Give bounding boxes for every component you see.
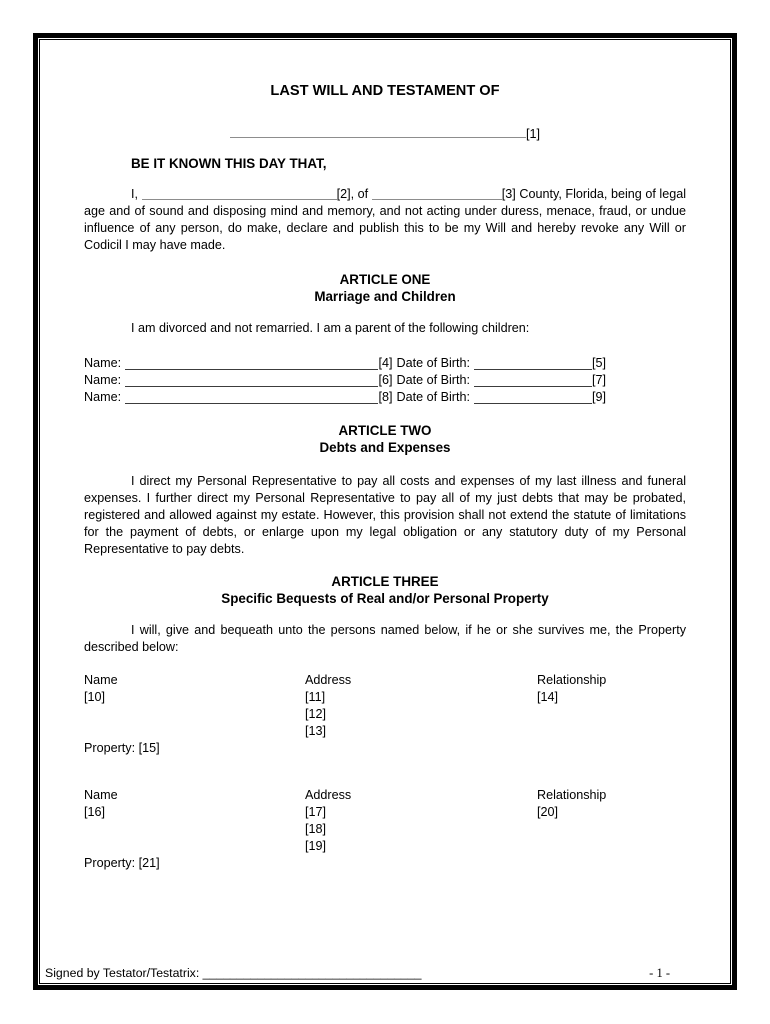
article-three-subheading: Specific Bequests of Real and/or Personal Property xyxy=(221,591,549,606)
property-label: Property: xyxy=(84,856,136,870)
bequest-name-ref[interactable]: [10] xyxy=(84,690,106,704)
bequest-block xyxy=(84,787,686,855)
opening-of: of xyxy=(357,187,369,201)
article-three-heading: ARTICLE THREE xyxy=(331,574,439,589)
child-dob-ref: [7] xyxy=(591,373,606,387)
signature-line xyxy=(45,965,422,981)
opening-lead: I, xyxy=(131,187,138,201)
document-outer-border xyxy=(33,33,737,990)
child-name-ref: [4] xyxy=(378,356,393,370)
opening-name-ref: [2], xyxy=(336,187,355,201)
child-row xyxy=(84,355,606,372)
testator-name-blank[interactable] xyxy=(230,124,526,138)
bequest-address-column xyxy=(305,672,537,740)
child-dob-label: Date of Birth: xyxy=(396,356,470,370)
document-content xyxy=(40,40,730,959)
bequest-relationship-header: Relationship xyxy=(537,788,607,802)
bequest-address-header: Address xyxy=(305,788,352,802)
bequest-relationship-column xyxy=(537,787,686,855)
bequest-address-ref[interactable]: [12] xyxy=(305,707,327,721)
bequest-property-line xyxy=(84,855,686,872)
child-dob-ref: [5] xyxy=(591,356,606,370)
child-row xyxy=(84,389,606,406)
bequest-relationship-ref[interactable]: [20] xyxy=(537,805,559,819)
property-label: Property: xyxy=(84,741,136,755)
child-dob-blank[interactable] xyxy=(474,356,592,370)
child-dob-ref: [9] xyxy=(591,390,606,404)
opening-paragraph xyxy=(84,186,686,254)
bequest-property-line xyxy=(84,740,686,757)
page-number: - 1 - xyxy=(649,966,670,980)
testator-name-ref: [1] xyxy=(525,127,540,141)
bequest-name-column xyxy=(84,787,305,855)
child-dob-blank[interactable] xyxy=(474,373,592,387)
article-one-subheading: Marriage and Children xyxy=(314,289,456,304)
bequest-address-ref[interactable]: [13] xyxy=(305,724,327,738)
bequest-block xyxy=(84,672,686,740)
bequest-name-header: Name xyxy=(84,788,118,802)
opening-county-ref: [3] xyxy=(501,187,516,201)
child-row xyxy=(84,372,606,389)
child-name-blank[interactable] xyxy=(125,390,378,404)
bequest-address-header: Address xyxy=(305,673,352,687)
property-ref[interactable]: [15] xyxy=(138,741,160,755)
article-one-intro: I am divorced and not remarried. I am a parent of the following children: xyxy=(131,321,530,335)
document-footer xyxy=(45,965,722,981)
testator-name-field-blank[interactable] xyxy=(142,186,337,200)
bequest-name-column xyxy=(84,672,305,740)
property-ref[interactable]: [21] xyxy=(138,856,160,870)
opening-rest: County, Florida, being of legal age and of sound and disposing mind and memory, and not acting under duress, menace, fraud, or undue influence of any person, do make, declare and publish this to be my Will and hereby revoke any Will or Codicil I may have made. xyxy=(84,187,687,252)
bequest-address-ref[interactable]: [11] xyxy=(305,690,326,704)
testator-name-line xyxy=(84,124,686,143)
bequest-name-ref[interactable]: [16] xyxy=(84,805,106,819)
child-dob-label: Date of Birth: xyxy=(396,373,470,387)
bequest-address-ref[interactable]: [19] xyxy=(305,839,327,853)
child-dob-label: Date of Birth: xyxy=(396,390,470,404)
testator-signature-blank[interactable]: ________________________________ xyxy=(202,966,422,980)
child-name-label: Name: xyxy=(84,373,122,387)
bequest-relationship-ref[interactable]: [14] xyxy=(537,690,559,704)
child-name-ref: [6] xyxy=(378,373,393,387)
bequest-address-ref[interactable]: [18] xyxy=(305,822,327,836)
child-name-label: Name: xyxy=(84,390,122,404)
article-three-intro: I will, give and bequeath unto the persons named below, if he or she survives me, the Property described below: xyxy=(84,623,686,654)
child-name-ref: [8] xyxy=(378,390,393,404)
child-dob-blank[interactable] xyxy=(474,390,592,404)
article-one-heading: ARTICLE ONE xyxy=(339,272,431,287)
bequest-address-ref[interactable]: [17] xyxy=(305,805,327,819)
article-two-heading: ARTICLE TWO xyxy=(338,423,432,438)
signed-by-label: Signed by Testator/Testatrix: xyxy=(45,966,200,980)
children-list xyxy=(84,355,606,406)
bequest-name-header: Name xyxy=(84,673,118,687)
article-two-body: I direct my Personal Representative to pay all costs and expenses of my last illness and funeral expenses. I further direct my Personal Representative to pay all of my just debts that may be probated, registered and allowed against my estate. However, this provision shall not extend the statute of limitations for the payment of debts, or enlarge upon my legal obligation or any statutory duty of my Personal Representative to pay debts. xyxy=(84,474,686,556)
child-name-blank[interactable] xyxy=(125,373,378,387)
bequest-relationship-header: Relationship xyxy=(537,673,607,687)
document-inner-border xyxy=(39,39,731,984)
document-title: LAST WILL AND TESTAMENT OF xyxy=(270,83,500,99)
child-name-blank[interactable] xyxy=(125,356,378,370)
bequest-relationship-column xyxy=(537,672,686,740)
county-field-blank[interactable] xyxy=(372,186,502,200)
child-name-label: Name: xyxy=(84,356,122,370)
article-two-subheading: Debts and Expenses xyxy=(319,440,451,455)
bequest-address-column xyxy=(305,787,537,855)
known-heading: BE IT KNOWN THIS DAY THAT, xyxy=(131,156,327,171)
